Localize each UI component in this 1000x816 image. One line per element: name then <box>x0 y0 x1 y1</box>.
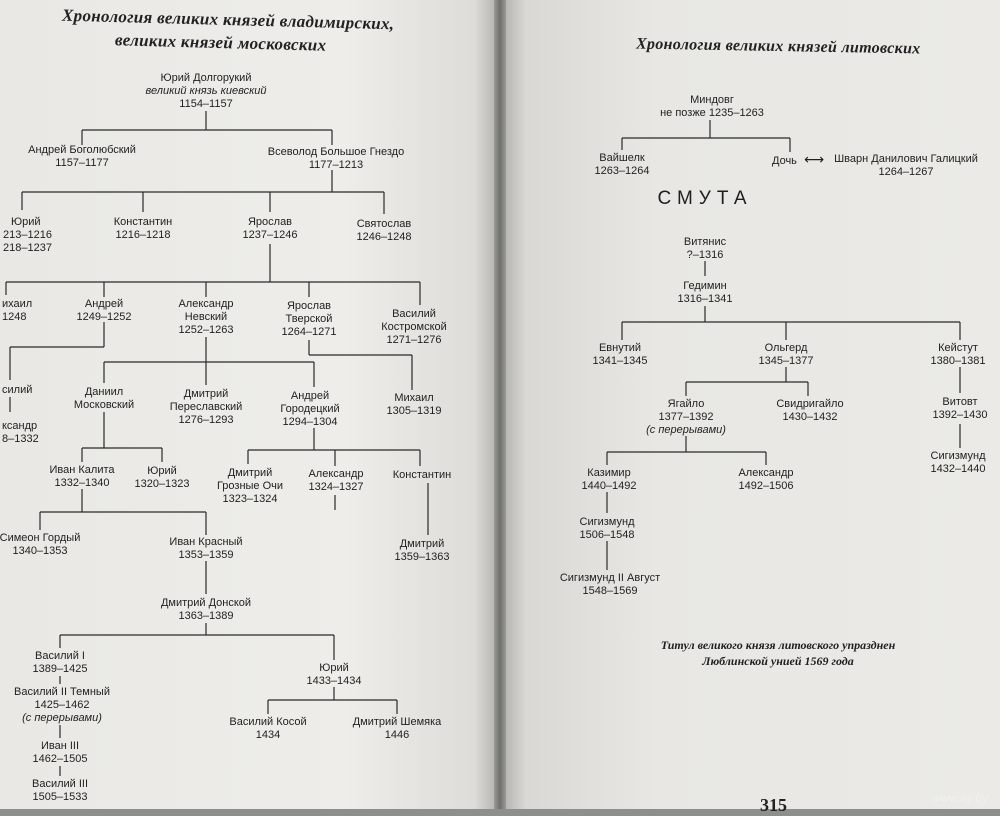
node-svyatoslav: Святослав 1246–1248 <box>356 218 412 243</box>
node-sigismund1: Сигизмунд 1506–1548 <box>579 516 635 541</box>
node-jagiello: Ягайло 1377–1392 (с перерывами) <box>646 398 726 436</box>
node-dmitry-shemyaka: Дмитрий Шемяка 1446 <box>352 716 442 741</box>
node-mikhail-left: ихаил 1248 <box>2 298 33 323</box>
left-page-title-line1: Хронология великих князей владимирских, <box>61 5 395 34</box>
node-mindaugas: Миндовг не позже 1235–1263 <box>660 94 764 119</box>
node-vasily2: Василий II Темный 1425–1462 (с перерывами) <box>14 686 110 724</box>
node-ivan-kalita: Иван Калита 1332–1340 <box>49 464 115 489</box>
node-kazimir: Казимир 1440–1492 <box>581 467 637 492</box>
node-gediminas: Гедимин 1316–1341 <box>677 280 733 305</box>
node-olgerd: Ольгерд 1345–1377 <box>758 342 814 367</box>
node-vsevolod: Всеволод Большое Гнездо 1177–1213 <box>267 146 405 171</box>
node-vasily1: Василий I 1389–1425 <box>32 650 88 675</box>
node-ivan-krasny: Иван Красный 1353–1359 <box>169 536 243 561</box>
smuta-label: СМУТА <box>657 188 753 209</box>
node-vasily-edge: силий <box>2 384 33 396</box>
node-yuri3: Юрий 1433–1434 <box>306 662 362 687</box>
node-alexander-edge: ксандр 8–1332 <box>2 420 39 445</box>
node-dmitry-groznye: Дмитрий Грозные Очи 1323–1324 <box>216 467 284 505</box>
node-daniil: Даниил Московский <box>73 386 135 411</box>
node-vasily-kosoy: Василий Косой 1434 <box>229 716 307 741</box>
page-number: 315 <box>760 795 787 815</box>
node-svidrigailo: Свидригайло 1430–1432 <box>776 398 844 423</box>
right-page-title: Хронология великих князей литовских <box>635 35 921 58</box>
node-vasily-kostromskoy: Василий Костромской 1271–1276 <box>381 308 447 346</box>
node-alexander-jagiellon: Александр 1492–1506 <box>738 467 794 492</box>
node-shvarn: Шварн Данилович Галицкий 1264–1267 <box>834 153 978 178</box>
node-alexander-nevsky: Александр Невский 1252–1263 <box>178 298 234 336</box>
node-vaishelk: Вайшелк 1263–1264 <box>594 152 650 177</box>
node-evnuty: Евнутий 1341–1345 <box>592 342 648 367</box>
node-vasily3: Василий III 1505–1533 <box>31 778 89 803</box>
node-konstantin: Константин 1216–1218 <box>113 216 173 241</box>
node-sigismund-keistutovich: Сигизмунд 1432–1440 <box>930 450 986 475</box>
node-alexander2: Александр 1324–1327 <box>308 468 364 493</box>
node-andrei-gorodetsky: Андрей Городецкий 1294–1304 <box>280 390 340 428</box>
left-page-title-line2: великих князей московских <box>114 30 327 55</box>
node-andrei-bogolyubsky: Андрей Боголюбский 1157–1177 <box>28 144 136 169</box>
node-mikhail: Михаил 1305–1319 <box>386 392 442 417</box>
node-dmitry-pereslavsky: Дмитрий Переславский 1276–1293 <box>169 388 243 426</box>
node-dmitry-donskoy: Дмитрий Донской 1363–1389 <box>160 597 252 622</box>
node-yaroslav-tverskoy: Ярослав Тверской 1264–1271 <box>281 300 337 338</box>
node-keistut: Кейстут 1380–1381 <box>930 342 986 367</box>
node-yuri2: Юрий 1320–1323 <box>134 465 190 490</box>
node-simeon: Симеон Гордый 1340–1353 <box>0 532 81 557</box>
node-yuri-dolgoruky: Юрий Долгорукий великий князь киевский 1154–1157 <box>145 72 267 110</box>
node-ivan3: Иван III 1462–1505 <box>32 740 88 765</box>
abolition-caption: Титул великого князя литовского упразднен Люблинской унией 1569 года <box>660 638 896 668</box>
node-andrei: Андрей 1249–1252 <box>76 298 132 323</box>
watermark: www.ay.by <box>931 791 988 805</box>
node-vitenis: Витянис ?–1316 <box>683 236 727 261</box>
marriage-arrow: ⟷ <box>803 151 825 167</box>
node-vitovt: Витовт 1392–1430 <box>932 396 988 421</box>
node-yaroslav: Ярослав 1237–1246 <box>242 216 298 241</box>
node-dmitry3: Дмитрий 1359–1363 <box>394 538 450 563</box>
node-konstantin2: Константин <box>392 469 452 481</box>
node-yuri: Юрий 213–1216 218–1237 <box>3 216 52 254</box>
node-daughter: Дочь ⟷ <box>772 153 828 168</box>
node-sigismund2-august: Сигизмунд II Август 1548–1569 <box>559 572 661 597</box>
